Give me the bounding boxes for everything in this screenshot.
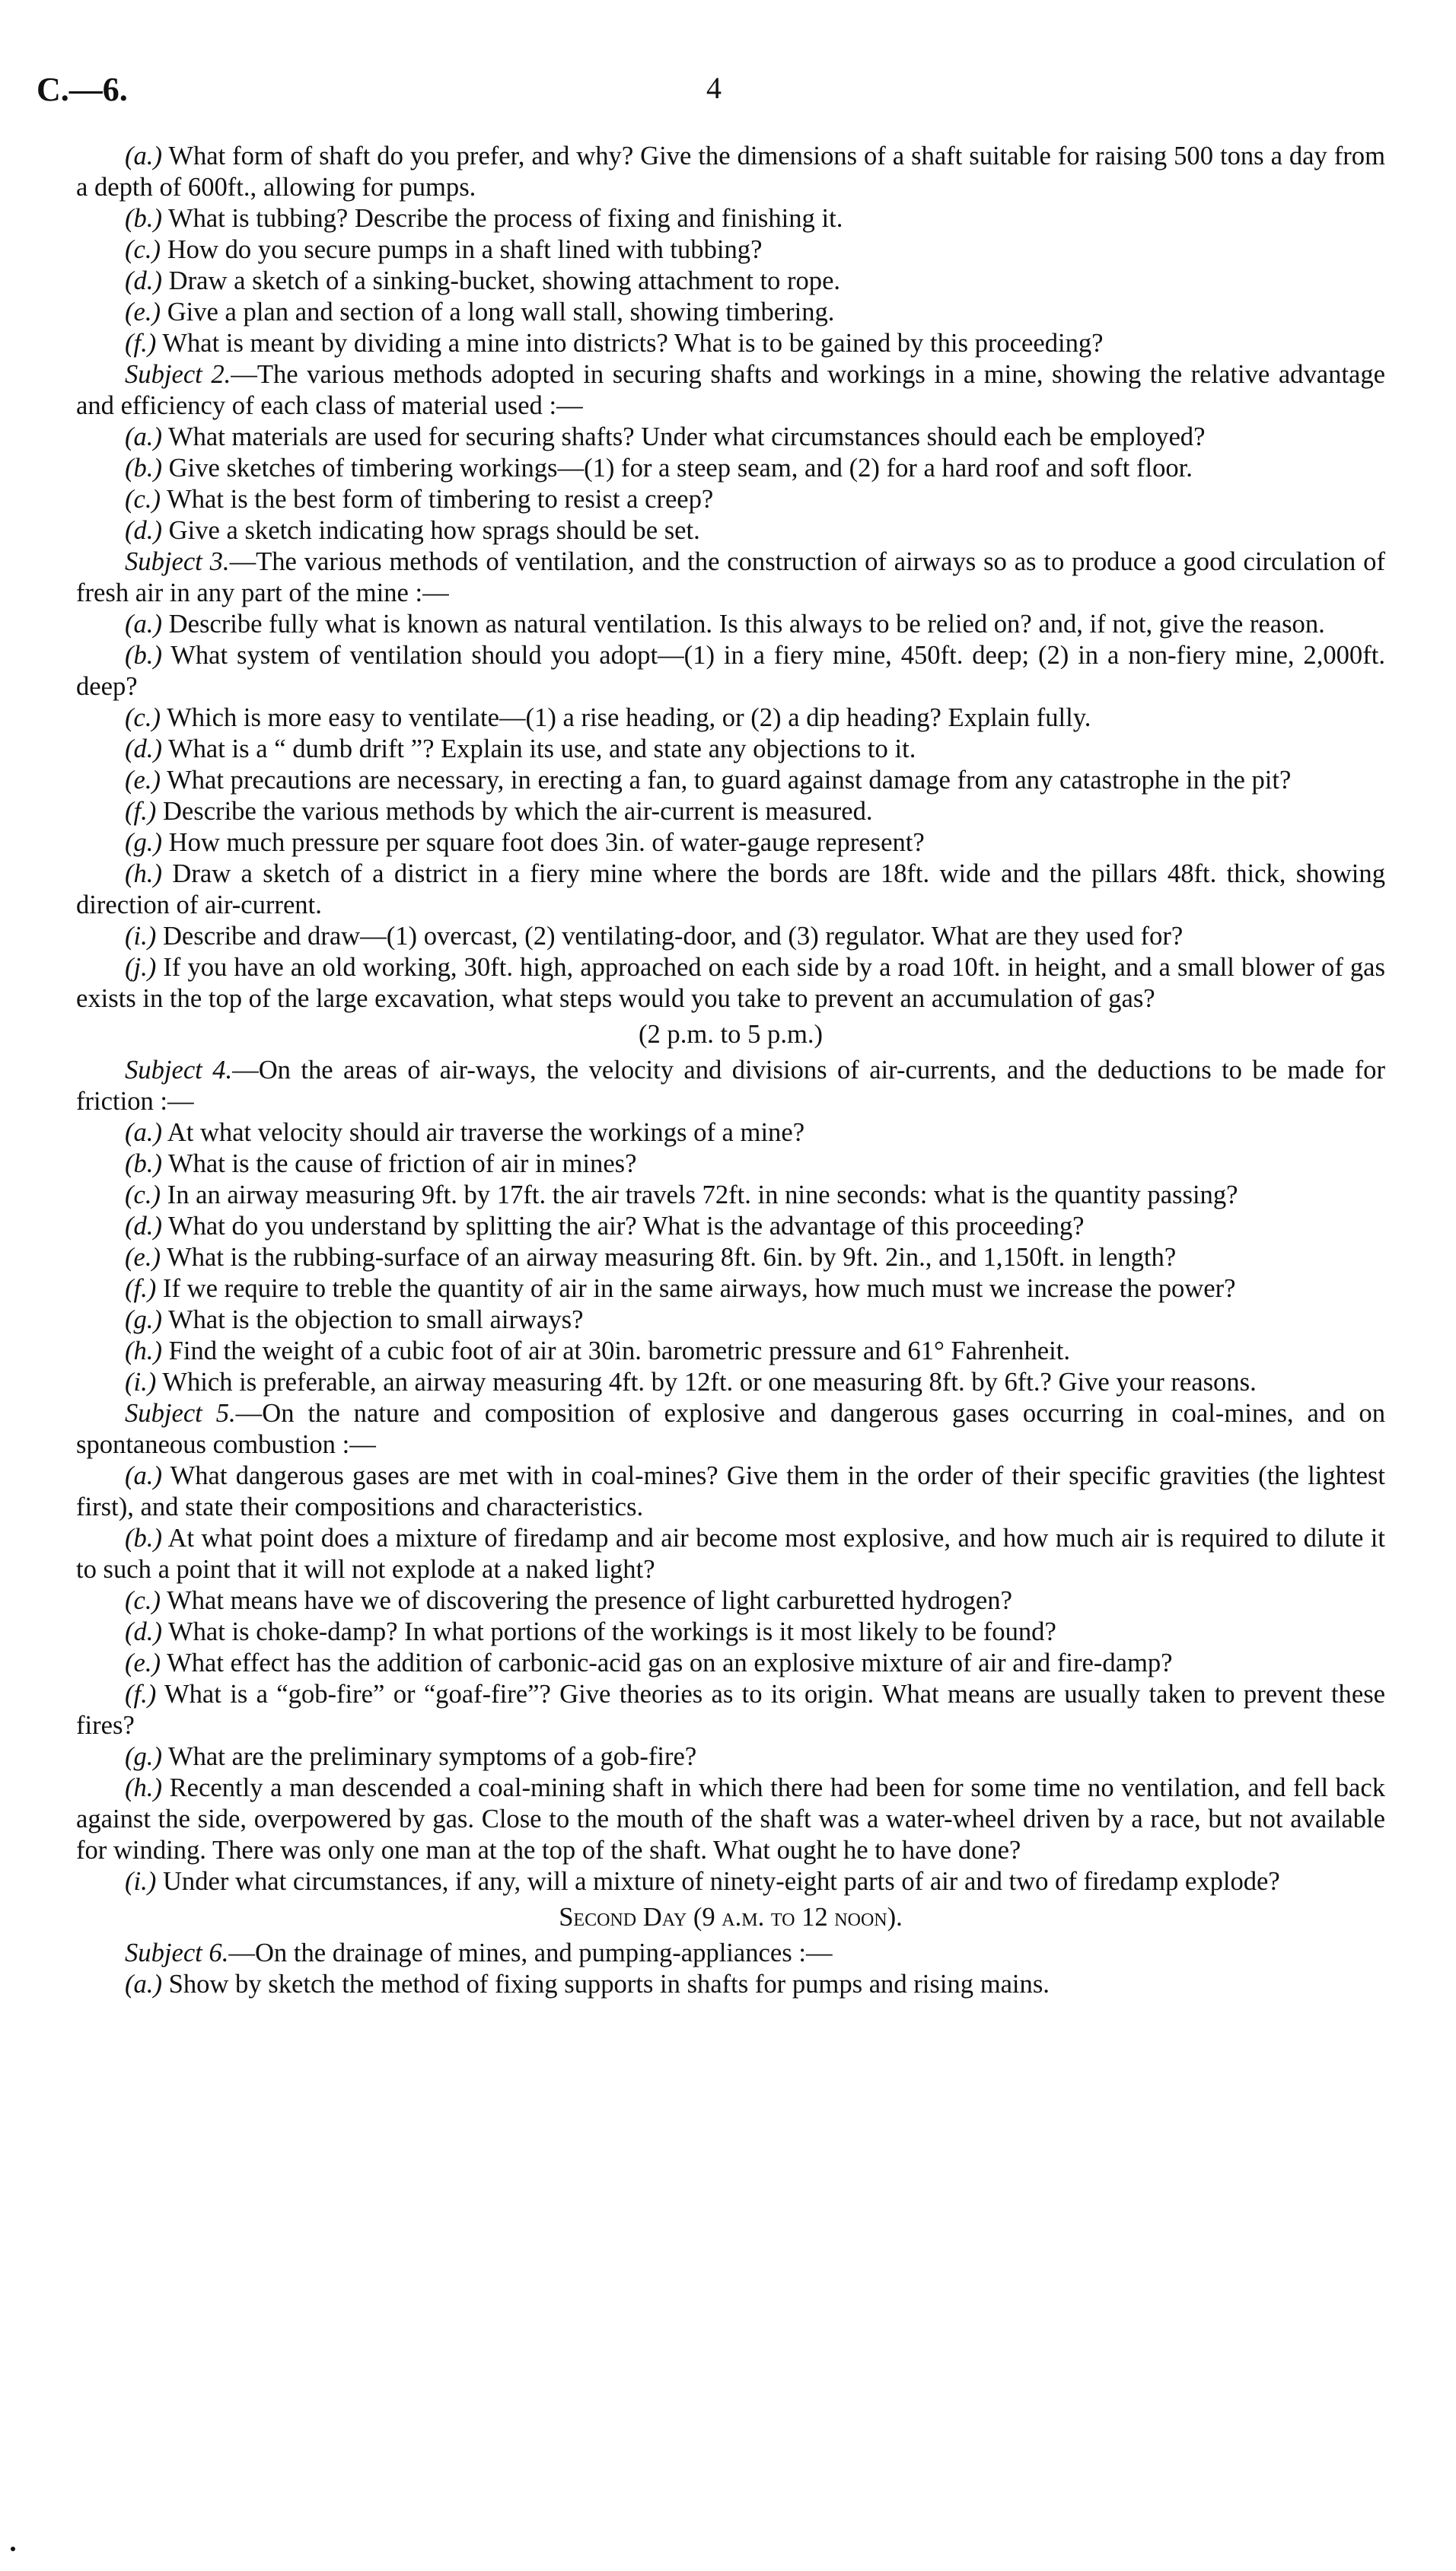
question-item <box>76 796 1385 827</box>
question-item <box>76 1741 1385 1773</box>
item-text: What is tubbing? Describe the process of fixing and finishing it. <box>168 204 843 233</box>
item-label: Subject 6. <box>125 1939 229 1967</box>
item-label: (a.) <box>125 610 162 639</box>
item-label: (d.) <box>125 516 162 545</box>
item-label: (i.) <box>125 1368 157 1397</box>
item-text: Draw a sketch of a sinking-bucket, showing attachment to rope. <box>168 266 841 295</box>
item-label: Subject 4. <box>125 1056 233 1085</box>
question-item <box>76 1149 1385 1180</box>
item-label: (a.) <box>125 142 162 170</box>
question-item <box>76 952 1385 1015</box>
question-item <box>76 203 1385 234</box>
item-text: What is meant by dividing a mine into districts? What is to be gained by this proceeding? <box>162 329 1104 358</box>
item-text: Find the weight of a cubic foot of air at 30in. barometric pressure and 61° Fahrenheit. <box>168 1336 1070 1365</box>
item-label: (b.) <box>125 1524 162 1553</box>
item-text: What means have we of discovering the presence of light carburetted hydrogen? <box>167 1586 1012 1615</box>
item-label: (a.) <box>125 422 162 451</box>
item-text: Which is preferable, an airway measuring 4ft. by 12ft. or one measuring 8ft. by 6ft.? Give your reasons. <box>162 1368 1257 1397</box>
item-label: (f.) <box>125 329 157 358</box>
item-text: —The various methods of ventilation, and the construction of airways so as to produce a good circulation of fresh air in any part of the mine :— <box>76 547 1385 607</box>
item-text: What is the best form of timbering to resist a creep? <box>167 485 714 514</box>
margin-dot <box>11 2547 15 2551</box>
question-item <box>76 453 1385 484</box>
item-label: (d.) <box>125 266 162 295</box>
subject-heading <box>76 546 1385 609</box>
item-label: (f.) <box>125 797 157 826</box>
item-label: (d.) <box>125 1212 162 1241</box>
question-item <box>76 1305 1385 1336</box>
item-text: How much pressure per square foot does 3in. of water-gauge represent? <box>168 828 925 857</box>
question-item <box>76 1367 1385 1398</box>
item-label: (b.) <box>125 204 162 233</box>
question-item <box>76 1336 1385 1367</box>
question-item <box>76 1617 1385 1648</box>
question-item <box>76 484 1385 515</box>
item-label: (f.) <box>125 1680 157 1709</box>
item-text: What is the rubbing-surface of an airway measuring 8ft. 6in. by 9ft. 2in., and 1,150ft. in length? <box>167 1243 1177 1272</box>
question-item <box>76 1648 1385 1679</box>
question-item <box>76 1180 1385 1211</box>
item-text: What form of shaft do you prefer, and why? Give the dimensions of a shaft suitable for raising 500 tons a day from a depth of 600ft., allowing for pumps. <box>76 142 1385 202</box>
item-label: (b.) <box>125 454 162 483</box>
question-item <box>76 1117 1385 1149</box>
item-text: Show by sketch the method of fixing supports in shafts for pumps and rising mains. <box>168 1970 1050 1999</box>
item-text: What is the objection to small airways? <box>168 1305 584 1334</box>
question-item <box>76 734 1385 765</box>
question-item <box>76 827 1385 859</box>
item-label: (c.) <box>125 485 161 514</box>
item-label: (c.) <box>125 235 161 264</box>
item-label: (a.) <box>125 1118 162 1147</box>
item-text: Give sketches of timbering workings—(1) for a steep seam, and (2) for a hard roof and soft floor. <box>168 454 1193 483</box>
question-item <box>76 141 1385 203</box>
item-label: (e.) <box>125 1243 161 1272</box>
item-label: (a.) <box>125 1461 162 1490</box>
question-item <box>76 1866 1385 1897</box>
item-label: Subject 3. <box>125 547 230 576</box>
item-label: (d.) <box>125 1617 162 1646</box>
item-text: If you have an old working, 30ft. high, approached on each side by a road 10ft. in height, and a small blower of gas exists in the top of the large excavation, what steps would you take to prevent an accumulation of gas? <box>76 953 1385 1013</box>
question-list <box>76 141 1385 2000</box>
question-item <box>76 1523 1385 1585</box>
question-item <box>76 234 1385 266</box>
question-item <box>76 859 1385 921</box>
item-text: What do you understand by splitting the air? What is the advantage of this proceeding? <box>168 1212 1085 1241</box>
item-text: At what point does a mixture of firedamp and air become most explosive, and how much air is required to dilute it to such a point that it will not explode at a naked light? <box>76 1524 1385 1584</box>
time-heading: Second Day (9 a.m. to 12 noon). <box>559 1903 903 1932</box>
item-label: (i.) <box>125 1867 157 1896</box>
item-text: What dangerous gases are met with in coal-mines? Give them in the order of their specific gravities (the lightest first), and state their compositions and characteristics. <box>76 1461 1385 1521</box>
item-label: (d.) <box>125 734 162 763</box>
item-label: (g.) <box>125 828 162 857</box>
item-text: —On the areas of air-ways, the velocity and divisions of air-currents, and the deductions to be made for friction :— <box>76 1056 1385 1116</box>
item-label: (e.) <box>125 1649 161 1677</box>
question-item <box>76 1242 1385 1273</box>
item-text: What materials are used for securing shafts? Under what circumstances should each be employed? <box>168 422 1206 451</box>
question-item <box>76 765 1385 796</box>
question-item <box>76 1969 1385 2000</box>
item-label: (b.) <box>125 641 162 670</box>
item-label: (c.) <box>125 1180 161 1209</box>
question-item <box>76 1273 1385 1305</box>
item-text: What is a “ dumb drift ”? Explain its use, and state any objections to it. <box>168 734 916 763</box>
question-item <box>76 702 1385 734</box>
item-text: Under what circumstances, if any, will a mixture of ninety-eight parts of air and two of firedamp explode? <box>162 1867 1280 1896</box>
question-item <box>76 515 1385 546</box>
page-number: 4 <box>706 71 722 105</box>
item-text: Give a sketch indicating how sprags should be set. <box>168 516 700 545</box>
question-item <box>76 266 1385 297</box>
question-item <box>76 640 1385 702</box>
item-label: (j.) <box>125 953 157 982</box>
question-item <box>76 1585 1385 1617</box>
item-text: Describe the various methods by which the air-current is measured. <box>162 797 873 826</box>
item-text: —The various methods adopted in securing shafts and workings in a mine, showing the relative advantage and efficiency of each class of material used :— <box>76 360 1385 420</box>
item-text: Describe and draw—(1) overcast, (2) ventilating-door, and (3) regulator. What are they used for? <box>162 922 1184 951</box>
item-text: What is choke-damp? In what portions of the workings is it most likely to be found? <box>168 1617 1056 1646</box>
item-text: If we require to treble the quantity of air in the same airways, how much must we increase the power? <box>162 1274 1236 1303</box>
question-item <box>76 1211 1385 1242</box>
item-text: What precautions are necessary, in erecting a fan, to guard against damage from any catastrophe in the pit? <box>167 766 1292 795</box>
subject-heading <box>76 359 1385 422</box>
item-label: (h.) <box>125 1336 162 1365</box>
item-label: (g.) <box>125 1742 162 1771</box>
item-label: (b.) <box>125 1149 162 1178</box>
item-text: —On the nature and composition of explosive and dangerous gases occurring in coal-mines, and on spontaneous combustion :— <box>76 1399 1385 1459</box>
item-label: (a.) <box>125 1970 162 1999</box>
item-text: Give a plan and section of a long wall stall, showing timbering. <box>167 298 835 327</box>
item-text: Which is more easy to ventilate—(1) a rise heading, or (2) a dip heading? Explain fully. <box>167 703 1091 732</box>
question-item <box>76 1461 1385 1523</box>
item-text: What effect has the addition of carbonic-acid gas on an explosive mixture of air and fire-damp? <box>167 1649 1173 1677</box>
item-text: How do you secure pumps in a shaft lined with tubbing? <box>167 235 763 264</box>
item-text: What are the preliminary symptoms of a gob-fire? <box>168 1742 697 1771</box>
item-text: Draw a sketch of a district in a fiery mine where the bords are 18ft. wide and the pillars 48ft. thick, showing direction of air-current. <box>76 859 1385 919</box>
item-label: (e.) <box>125 766 161 795</box>
item-text: —On the drainage of mines, and pumping-appliances :— <box>228 1939 833 1967</box>
question-item <box>76 1773 1385 1866</box>
item-text: What system of ventilation should you adopt—(1) in a fiery mine, 450ft. deep; (2) in a non-fiery mine, 2,000ft. deep? <box>76 641 1385 701</box>
item-label: (f.) <box>125 1274 157 1303</box>
item-label: (c.) <box>125 1586 161 1615</box>
item-text: In an airway measuring 9ft. by 17ft. the air travels 72ft. in nine seconds: what is the quantity passing? <box>167 1180 1238 1209</box>
question-item <box>76 1679 1385 1741</box>
item-text: Describe fully what is known as natural ventilation. Is this always to be relied on? and, if not, give the reason. <box>168 610 1325 639</box>
item-label: (h.) <box>125 859 162 888</box>
item-text: Recently a man descended a coal-mining shaft in which there had been for some time no ventilation, and fell back against the side, overpowered by gas. Close to the mouth of the shaft was a water-wheel driven by a race, but not available for winding. There was only one man at the top of the shaft. What ought he to have done? <box>76 1773 1385 1865</box>
question-item <box>76 921 1385 952</box>
subject-heading <box>76 1398 1385 1461</box>
item-text: What is a “gob-fire” or “goaf-fire”? Give theories as to its origin. What means are usually taken to prevent these fires? <box>76 1680 1385 1740</box>
item-label: (h.) <box>125 1773 162 1802</box>
subject-heading <box>76 1055 1385 1117</box>
item-text: At what velocity should air traverse the workings of a mine? <box>167 1118 805 1147</box>
item-label: (e.) <box>125 298 161 327</box>
time-heading: (2 p.m. to 5 p.m.) <box>638 1020 824 1049</box>
item-text: What is the cause of friction of air in mines? <box>168 1149 637 1178</box>
item-label: (c.) <box>125 703 161 732</box>
question-item <box>76 328 1385 359</box>
question-item <box>76 609 1385 640</box>
item-label: Subject 2. <box>125 360 231 389</box>
item-label: Subject 5. <box>125 1399 236 1428</box>
series-code: C.—6. <box>37 71 128 108</box>
subject-heading <box>76 1938 1385 1969</box>
question-item <box>76 297 1385 328</box>
item-label: (i.) <box>125 922 157 951</box>
question-item <box>76 422 1385 453</box>
item-label: (g.) <box>125 1305 162 1334</box>
